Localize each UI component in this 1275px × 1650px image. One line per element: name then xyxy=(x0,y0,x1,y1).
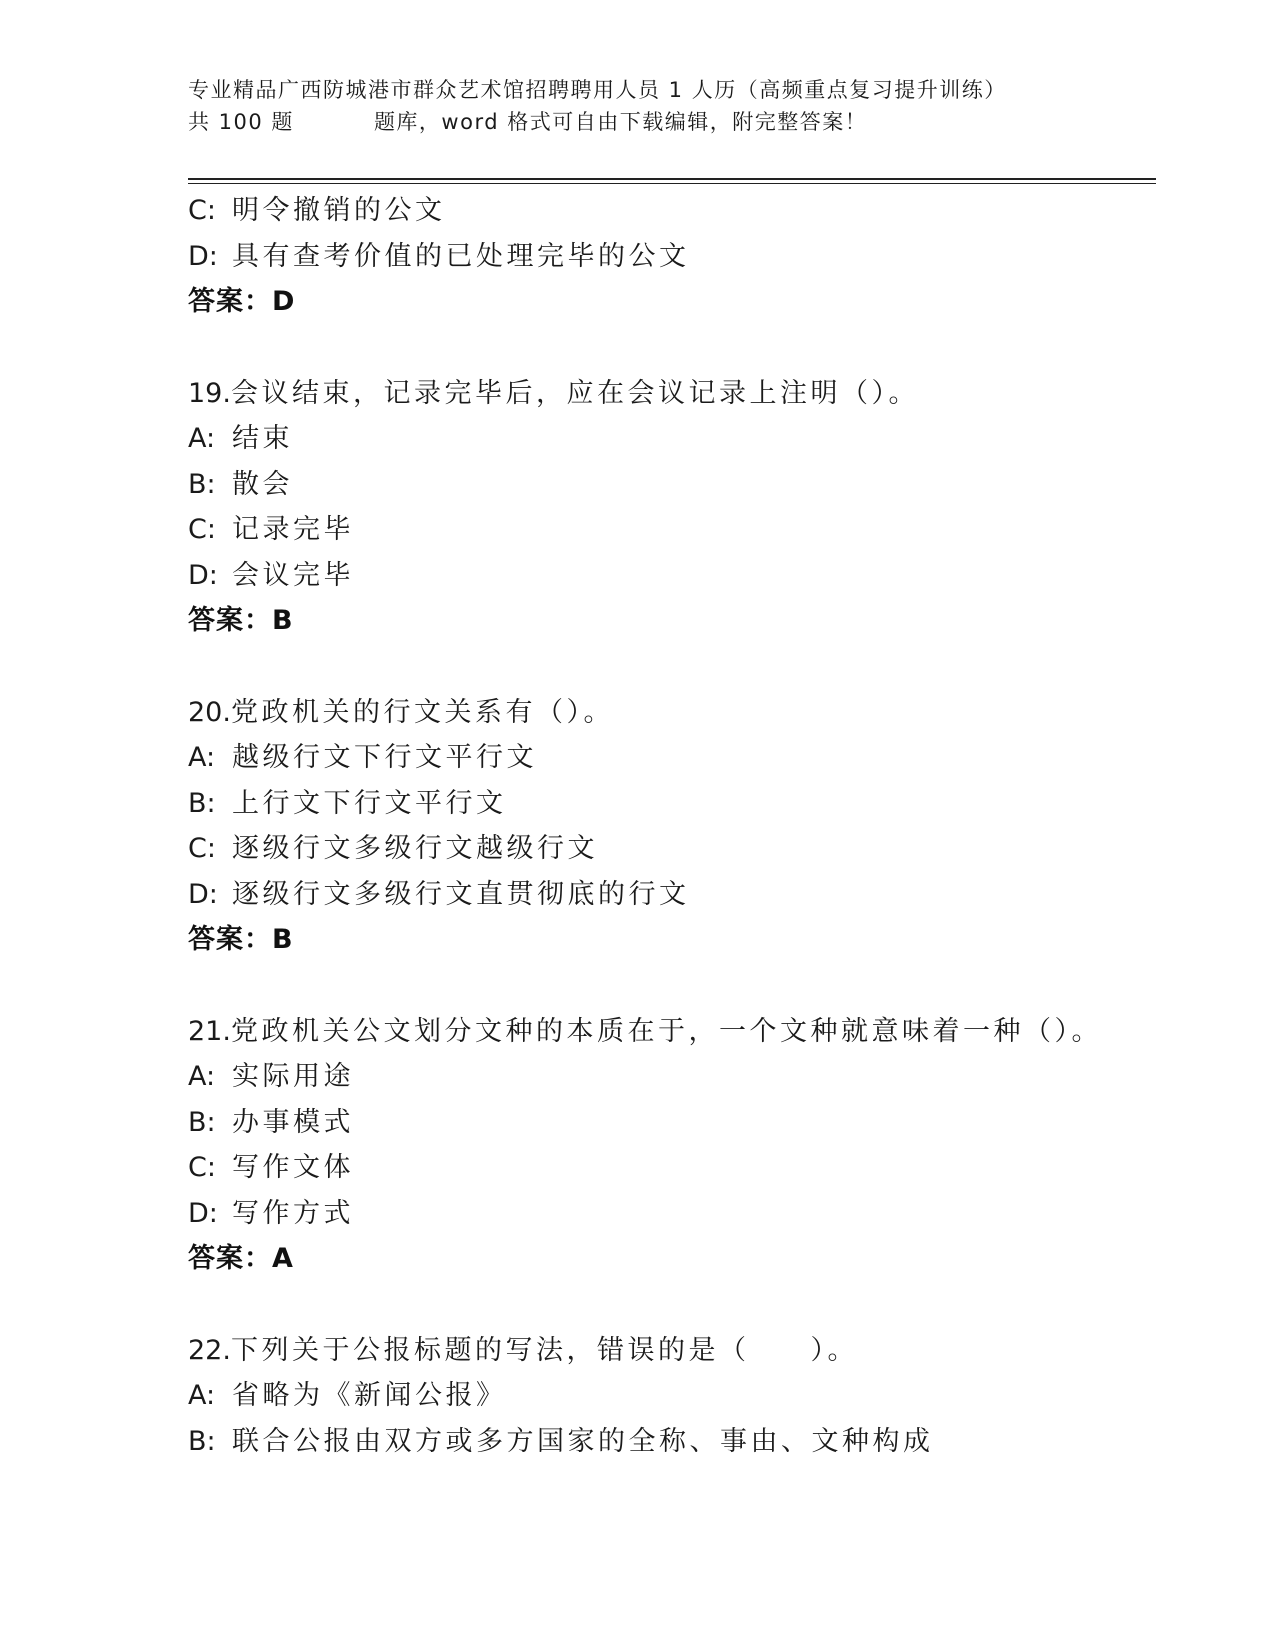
header-subtitle-line xyxy=(188,106,1088,138)
option-b: B: 办事模式 xyxy=(188,1106,354,1138)
answer-line: 答案：B xyxy=(188,924,294,955)
question-stem: 22.下列关于公报标题的写法，错误的是（ ）。 xyxy=(188,1334,858,1366)
header-note: 题库，word 格式可自由下载编辑，附完整答案！ xyxy=(373,110,868,134)
option-b: B: 联合公报由双方或多方国家的全称、事由、文种构成 xyxy=(188,1425,934,1457)
answer-line: 答案：D xyxy=(188,286,296,317)
document-header xyxy=(188,74,1088,138)
answer-line: 答案：A xyxy=(188,1243,294,1274)
option-d: D: 写作方式 xyxy=(188,1197,354,1229)
question-list xyxy=(188,188,1148,1464)
question-stem: 19.会议结束，记录完毕后，应在会议记录上注明（）。 xyxy=(188,377,919,409)
question-fragment xyxy=(188,188,1148,325)
option-c: C: 明令撤销的公文 xyxy=(188,195,446,226)
question-19 xyxy=(188,371,1148,644)
question-stem: 21.党政机关公文划分文种的本质在于，一个文种就意味着一种（）。 xyxy=(188,1015,1102,1047)
answer-line: 答案：B xyxy=(188,605,294,636)
question-count: 共 100 题 xyxy=(188,110,294,134)
option-a: A: 实际用途 xyxy=(188,1061,354,1092)
question-stem: 20.党政机关的行文关系有（）。 xyxy=(188,696,614,728)
option-d: D: 具有查考价值的已处理完毕的公文 xyxy=(188,240,690,272)
header-title-line: 专业精品广西防城港市群众艺术馆招聘聘用人员 1 人历（高频重点复习提升训练） xyxy=(188,78,1007,102)
option-c: C: 逐级行文多级行文越级行文 xyxy=(188,833,598,864)
question-22 xyxy=(188,1328,1148,1465)
question-20 xyxy=(188,690,1148,963)
option-a: A: 结束 xyxy=(188,423,293,454)
option-a: A: 省略为《新闻公报》 xyxy=(188,1380,507,1411)
option-c: C: 写作文体 xyxy=(188,1152,354,1183)
option-d: D: 逐级行文多级行文直贯彻底的行文 xyxy=(188,878,690,910)
option-c: C: 记录完毕 xyxy=(188,514,354,545)
header-divider-thick xyxy=(188,178,1156,180)
option-a: A: 越级行文下行文平行文 xyxy=(188,742,537,773)
option-b: B: 上行文下行文平行文 xyxy=(188,787,507,819)
option-d: D: 会议完毕 xyxy=(188,559,354,591)
question-21 xyxy=(188,1009,1148,1282)
header-divider-thin xyxy=(188,183,1156,184)
option-b: B: 散会 xyxy=(188,468,293,500)
